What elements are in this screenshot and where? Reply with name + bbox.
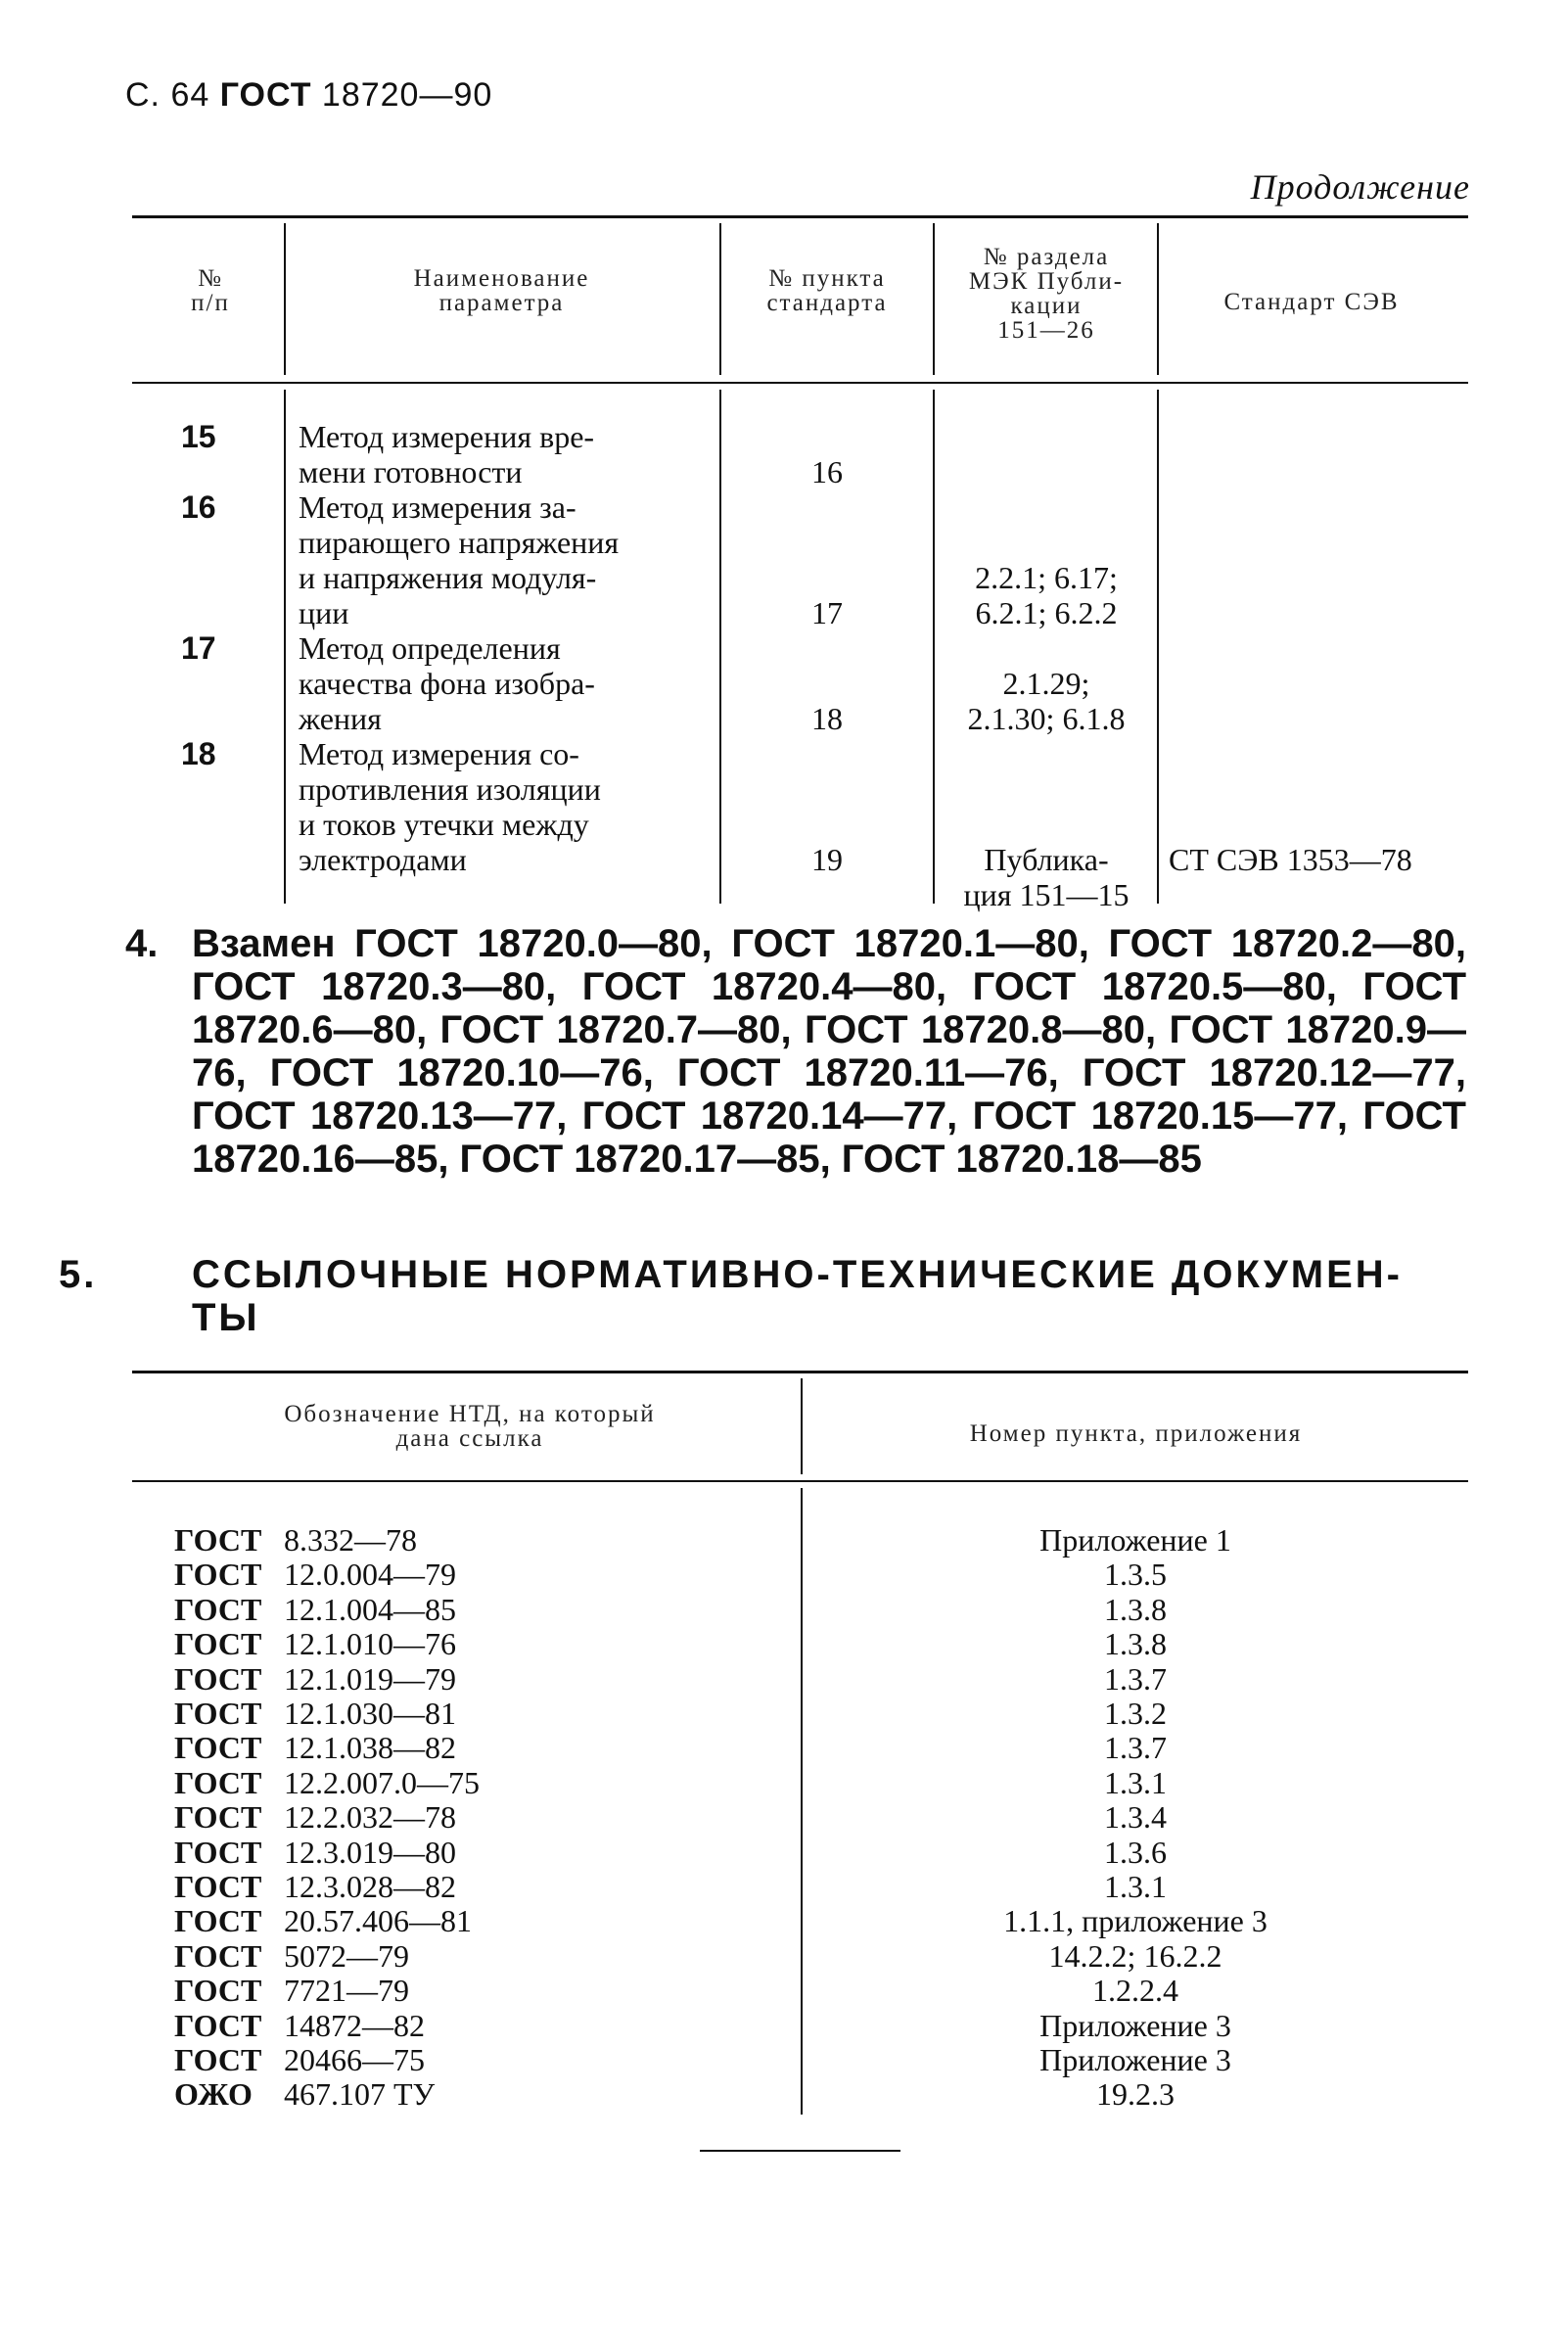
document-type: ГОСТ	[174, 1557, 262, 1592]
row-clause: 19	[811, 842, 843, 877]
reference-clause: 14.2.2; 16.2.2	[1048, 1938, 1222, 1974]
reference-document	[174, 2077, 435, 2112]
reference-document	[174, 1731, 456, 1765]
document-type: ГОСТ	[174, 1592, 262, 1627]
reference-document	[174, 1523, 417, 1558]
reference-document	[174, 1939, 409, 1974]
row-number: 15	[181, 419, 216, 454]
document-code: 12.3.019—80	[284, 1835, 456, 1870]
table1-col-divider	[719, 390, 721, 904]
document-type: ГОСТ	[174, 1626, 262, 1661]
document-type: ГОСТ	[174, 1869, 262, 1904]
document-code: 20466—75	[284, 2042, 425, 2077]
table1-col-divider	[284, 390, 286, 904]
footer-rule	[700, 2150, 900, 2152]
reference-document	[174, 1870, 456, 1904]
reference-document	[174, 1593, 456, 1627]
reference-clause: 1.3.2	[1104, 1696, 1167, 1731]
reference-clause: 1.3.1	[1104, 1765, 1167, 1800]
reference-clause: 1.3.5	[1104, 1557, 1167, 1592]
header-clause: № пункта стандарта	[766, 265, 888, 316]
section-4-replaces	[125, 922, 1466, 1181]
reference-document	[174, 2009, 425, 2043]
table2-top-rule	[132, 1371, 1468, 1373]
document-type: ГОСТ	[174, 1765, 262, 1800]
document-type: ГОСТ	[174, 1661, 262, 1697]
reference-document	[174, 1627, 456, 1661]
document-code: 12.1.004—85	[284, 1592, 456, 1627]
row-clause: 16	[811, 454, 843, 489]
table1-col-divider	[933, 223, 935, 375]
row-number: 17	[181, 630, 216, 666]
row-parameter-name: Метод измерения вре- мени готовности	[299, 419, 595, 489]
row-parameter-name: Метод измерения за- пирающего напряжения и напряжения модуля- ции	[299, 489, 620, 630]
reference-document	[174, 1904, 472, 1938]
reference-clause: 19.2.3	[1096, 2076, 1175, 2112]
document-code: 12.0.004—79	[284, 1557, 456, 1592]
reference-clause: 1.2.2.4	[1092, 1973, 1178, 2008]
reference-document	[174, 1974, 409, 2008]
table1-col-divider	[284, 223, 286, 375]
header-sev: Стандарт СЭВ	[1223, 289, 1400, 315]
standard-label: ГОСТ	[219, 76, 312, 114]
row-clause: 17	[811, 595, 843, 630]
reference-clause: 1.3.7	[1104, 1661, 1167, 1697]
document-type: ГОСТ	[174, 1522, 262, 1558]
page-number: С. 64	[125, 76, 210, 114]
document-code: 12.1.010—76	[284, 1626, 456, 1661]
reference-clause: 1.3.6	[1104, 1835, 1167, 1870]
row-number: 18	[181, 736, 216, 771]
reference-document	[174, 1766, 480, 1800]
table1-col-divider	[1157, 223, 1159, 375]
reference-document	[174, 1662, 456, 1697]
reference-clause: 1.3.4	[1104, 1799, 1167, 1835]
reference-clause: 1.3.8	[1104, 1626, 1167, 1661]
continuation-label: Продолжение	[1250, 167, 1470, 207]
document-type: ГОСТ	[174, 2008, 262, 2043]
document-type: ГОСТ	[174, 2042, 262, 2077]
document-type: ГОСТ	[174, 1730, 262, 1765]
document-type: ГОСТ	[174, 1799, 262, 1835]
page-header	[125, 76, 492, 115]
reference-clause: 1.3.1	[1104, 1869, 1167, 1904]
table2-col-divider	[801, 1488, 803, 2115]
reference-clause: Приложение 1	[1039, 1522, 1231, 1558]
reference-document	[174, 2043, 425, 2077]
header-reference: Номер пункта, приложения	[969, 1420, 1303, 1447]
reference-document	[174, 1800, 456, 1835]
document-code: 12.3.028—82	[284, 1869, 456, 1904]
document-code: 14872—82	[284, 2008, 425, 2043]
section-4-number: 4.	[125, 922, 159, 965]
document-code: 467.107 ТУ	[284, 2076, 436, 2112]
reference-clause: 1.3.7	[1104, 1730, 1167, 1765]
table1-header-rule	[132, 382, 1468, 384]
row-number: 16	[181, 489, 216, 525]
table1-top-rule	[132, 215, 1468, 218]
header-num: № п/п	[191, 265, 230, 316]
reference-document	[174, 1558, 456, 1592]
table2-col-divider	[801, 1378, 803, 1474]
document-code: 12.1.038—82	[284, 1730, 456, 1765]
reference-clause: 1.3.8	[1104, 1592, 1167, 1627]
document-code: 8.332—78	[284, 1522, 417, 1558]
header-name: Наименование параметра	[413, 265, 590, 316]
table2-header-rule	[132, 1480, 1468, 1482]
document-code: 7721—79	[284, 1973, 409, 2008]
table1-col-divider	[719, 223, 721, 375]
document-code: 5072—79	[284, 1938, 409, 1974]
document-type: ГОСТ	[174, 1938, 262, 1974]
document-type: ГОСТ	[174, 1835, 262, 1870]
document-type: ГОСТ	[174, 1973, 262, 2008]
row-iec-section: Публика- ция 151—15	[963, 842, 1130, 912]
document-type: ГОСТ	[174, 1696, 262, 1731]
document-code: 20.57.406—81	[284, 1903, 472, 1938]
row-sev-standard: СТ СЭВ 1353—78	[1169, 842, 1412, 877]
document-code: 12.1.030—81	[284, 1696, 456, 1731]
section-5-title: ССЫЛОЧНЫЕ НОРМАТИВНО-ТЕХНИЧЕСКИЕ ДОКУМЕН-ТЫ	[192, 1253, 1403, 1339]
section-5-number: 5.	[59, 1253, 98, 1296]
section-5-heading	[59, 1253, 1466, 1339]
header-iec: № раздела МЭК Публи- кации 151—26	[968, 244, 1125, 344]
row-clause: 18	[811, 701, 843, 736]
document-type: ГОСТ	[174, 1903, 262, 1938]
table1-col-divider	[933, 390, 935, 904]
row-parameter-name: Метод определения качества фона изобра- жения	[299, 630, 595, 736]
reference-document	[174, 1836, 456, 1870]
standard-number: 18720—90	[321, 76, 493, 114]
reference-clause: Приложение 3	[1039, 2008, 1231, 2043]
section-4-text: Взамен ГОСТ 18720.0—80, ГОСТ 18720.1—80, ГОСТ 18720.2—80, ГОСТ 18720.3—80, ГОСТ 18720.4—80, ГОСТ 18720.5—80, ГОСТ 18720.6—80, ГОСТ 18720.7—80, ГОСТ 18720.8—80, ГОСТ 18720.9—76, ГОСТ 18720.10—76, ГОСТ 18720.11—76, ГОСТ 18720.12—77, ГОСТ 18720.13—77, ГОСТ 18720.14—77, ГОСТ 18720.15—77, ГОСТ 18720.16—85, ГОСТ 18720.17—85, ГОСТ 18720.18—85	[192, 922, 1466, 1181]
document-code: 12.2.032—78	[284, 1799, 456, 1835]
reference-clause: Приложение 3	[1039, 2042, 1231, 2077]
row-iec-section: 2.2.1; 6.17; 6.2.1; 6.2.2	[975, 560, 1118, 630]
reference-clause: 1.1.1, приложение 3	[1003, 1903, 1268, 1938]
table1-col-divider	[1157, 390, 1159, 904]
document-code: 12.1.019—79	[284, 1661, 456, 1697]
header-document: Обозначение НТД, на который дана ссылка	[284, 1401, 656, 1452]
row-parameter-name: Метод измерения со- противления изоляции и токов утечки между электродами	[299, 736, 601, 877]
reference-document	[174, 1697, 456, 1731]
document-code: 12.2.007.0—75	[284, 1765, 480, 1800]
document-type: ОЖО	[174, 2076, 253, 2112]
row-iec-section: 2.1.29; 2.1.30; 6.1.8	[967, 666, 1126, 736]
